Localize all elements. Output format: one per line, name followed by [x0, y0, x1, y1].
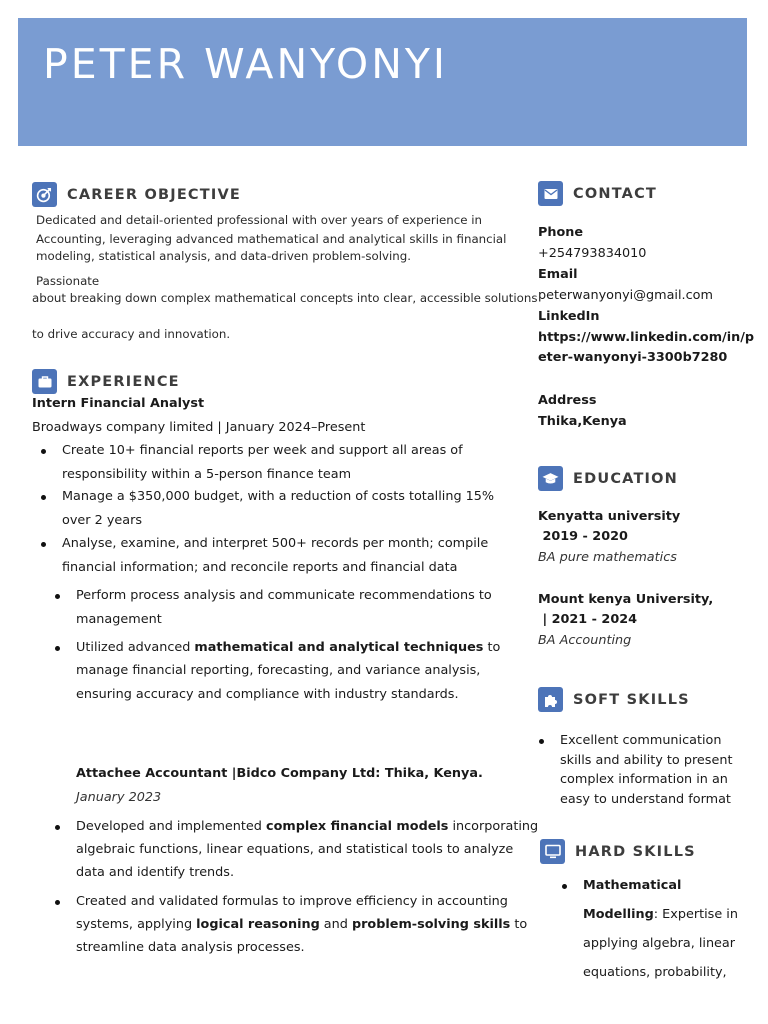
job-title: Intern Financial Analyst	[32, 396, 205, 411]
list-item-continuation: skills and ability to present	[560, 753, 733, 768]
list-item	[583, 880, 681, 893]
header-banner	[18, 18, 747, 146]
contact-label: Address	[538, 393, 597, 408]
list-item-continuation: equations, probability,	[583, 965, 727, 980]
list-item	[62, 538, 488, 551]
envelope-icon	[538, 181, 563, 206]
contact-linkedin-url[interactable]: eter-wanyonyi-3300b7280	[538, 350, 728, 365]
list-item-continuation: easy to understand format	[560, 792, 731, 807]
list-item-continuation: streamline data analysis processes.	[76, 940, 305, 955]
bullet-text-bold: logical reasoning	[196, 917, 320, 932]
contact-address: Thika,Kenya	[538, 414, 627, 429]
section-title: CONTACT	[573, 185, 658, 202]
bullet-text: incorporating	[448, 819, 539, 834]
contact-label: Email	[538, 267, 578, 282]
education-degree: BA pure mathematics	[538, 550, 677, 565]
education-years: 2019 - 2020	[538, 529, 628, 544]
section-education	[538, 466, 678, 491]
section-title: EDUCATION	[573, 470, 679, 487]
skill-text: : Expertise in	[653, 907, 738, 922]
job-title: Attachee Accountant |Bidco Company Ltd: Thika, Kenya.	[76, 766, 483, 781]
section-title: HARD SKILLS	[575, 843, 696, 860]
objective-text-line: about breaking down complex mathematical concepts into clear, accessible solutions	[32, 291, 538, 305]
list-item	[62, 491, 494, 504]
target-icon	[32, 182, 57, 207]
list-item	[76, 590, 492, 603]
skill-text: Excellent communication	[560, 733, 722, 748]
contact-phone: +254793834010	[538, 246, 647, 261]
bullet-text: and	[319, 917, 352, 932]
bullet-text: Create 10+ financial reports per week and support all areas of	[62, 443, 463, 458]
objective-text-line: Passionate	[36, 274, 100, 288]
section-hard-skills	[540, 839, 696, 864]
education-degree: BA Accounting	[538, 633, 632, 648]
section-title: EXPERIENCE	[67, 373, 180, 390]
bullet-text: Perform process analysis and communicate recommendations to	[76, 588, 492, 603]
education-years: | 2021 - 2024	[538, 612, 638, 627]
list-item	[76, 821, 538, 834]
bullet-text: Utilized advanced	[76, 640, 195, 655]
bullet-text-bold: complex financial models	[266, 819, 449, 834]
objective-text-line: Dedicated and detail-oriented professional with over years of experience in	[36, 213, 483, 227]
section-title: CAREER OBJECTIVE	[67, 186, 241, 203]
list-item-continuation: responsibility within a 5-person finance team	[62, 467, 352, 482]
list-item	[76, 896, 508, 909]
education-school: Mount kenya University,	[538, 592, 714, 607]
bullet-text: Manage a $350,000 budget, with a reduction of costs totalling 15%	[62, 489, 495, 504]
bullet-text: Analyse, examine, and interpret 500+ records per month; compile	[62, 536, 489, 551]
skill-text-bold: Mathematical	[583, 878, 682, 893]
list-item-continuation: complex information in an	[560, 772, 728, 787]
list-item-continuation: data and identify trends.	[76, 865, 235, 880]
objective-text-line: to drive accuracy and innovation.	[32, 327, 231, 341]
bullet-text: to	[483, 640, 501, 655]
bullet-text: Created and validated formulas to improve efficiency in accounting	[76, 894, 508, 909]
list-item-continuation: applying algebra, linear	[583, 936, 736, 951]
section-title: SOFT SKILLS	[573, 691, 690, 708]
list-item	[76, 642, 500, 655]
bullet-text-bold: problem-solving skills	[351, 917, 511, 932]
candidate-name: PETER WANYONYI	[43, 40, 448, 88]
puzzle-icon	[538, 687, 563, 712]
objective-text-line: Accounting, leveraging advanced mathematical and analytical skills in financial	[36, 232, 507, 246]
section-career-objective	[32, 182, 241, 207]
bullet-text: to	[510, 917, 528, 932]
bullet-text: Developed and implemented	[76, 819, 266, 834]
monitor-icon	[540, 839, 565, 864]
list-item-continuation: management	[76, 612, 162, 627]
graduation-cap-icon	[538, 466, 563, 491]
list-item-continuation: manage financial reporting, forecasting, and variance analysis,	[76, 663, 481, 678]
list-item-continuation: financial information; and reconcile reports and financial data	[62, 560, 458, 575]
bullet-text-bold: mathematical and analytical techniques	[194, 640, 484, 655]
list-item	[560, 735, 722, 748]
section-experience	[32, 369, 180, 394]
list-item-continuation	[583, 909, 738, 922]
section-soft-skills	[538, 687, 690, 712]
list-item-continuation	[76, 919, 527, 932]
section-contact	[538, 181, 657, 206]
briefcase-icon	[32, 369, 57, 394]
objective-text-line: modeling, statistical analysis, and data-driven problem-solving.	[36, 249, 411, 263]
contact-label: LinkedIn	[538, 309, 600, 324]
skill-text-bold: Modelling	[583, 907, 654, 922]
education-school: Kenyatta university	[538, 509, 681, 524]
contact-linkedin-url[interactable]: https://www.linkedin.com/in/p	[538, 330, 755, 345]
list-item	[62, 445, 463, 458]
bullet-text: systems, applying	[76, 917, 197, 932]
list-item-continuation: algebraic functions, linear equations, and statistical tools to analyze	[76, 842, 514, 857]
contact-label: Phone	[538, 225, 584, 240]
job-company: Broadways company limited | January 2024–Present	[32, 420, 366, 435]
list-item-continuation: ensuring accuracy and compliance with industry standards.	[76, 687, 459, 702]
contact-email[interactable]: peterwanyonyi@gmail.com	[538, 288, 713, 303]
job-date: January 2023	[76, 790, 162, 805]
list-item-continuation: over 2 years	[62, 513, 143, 528]
